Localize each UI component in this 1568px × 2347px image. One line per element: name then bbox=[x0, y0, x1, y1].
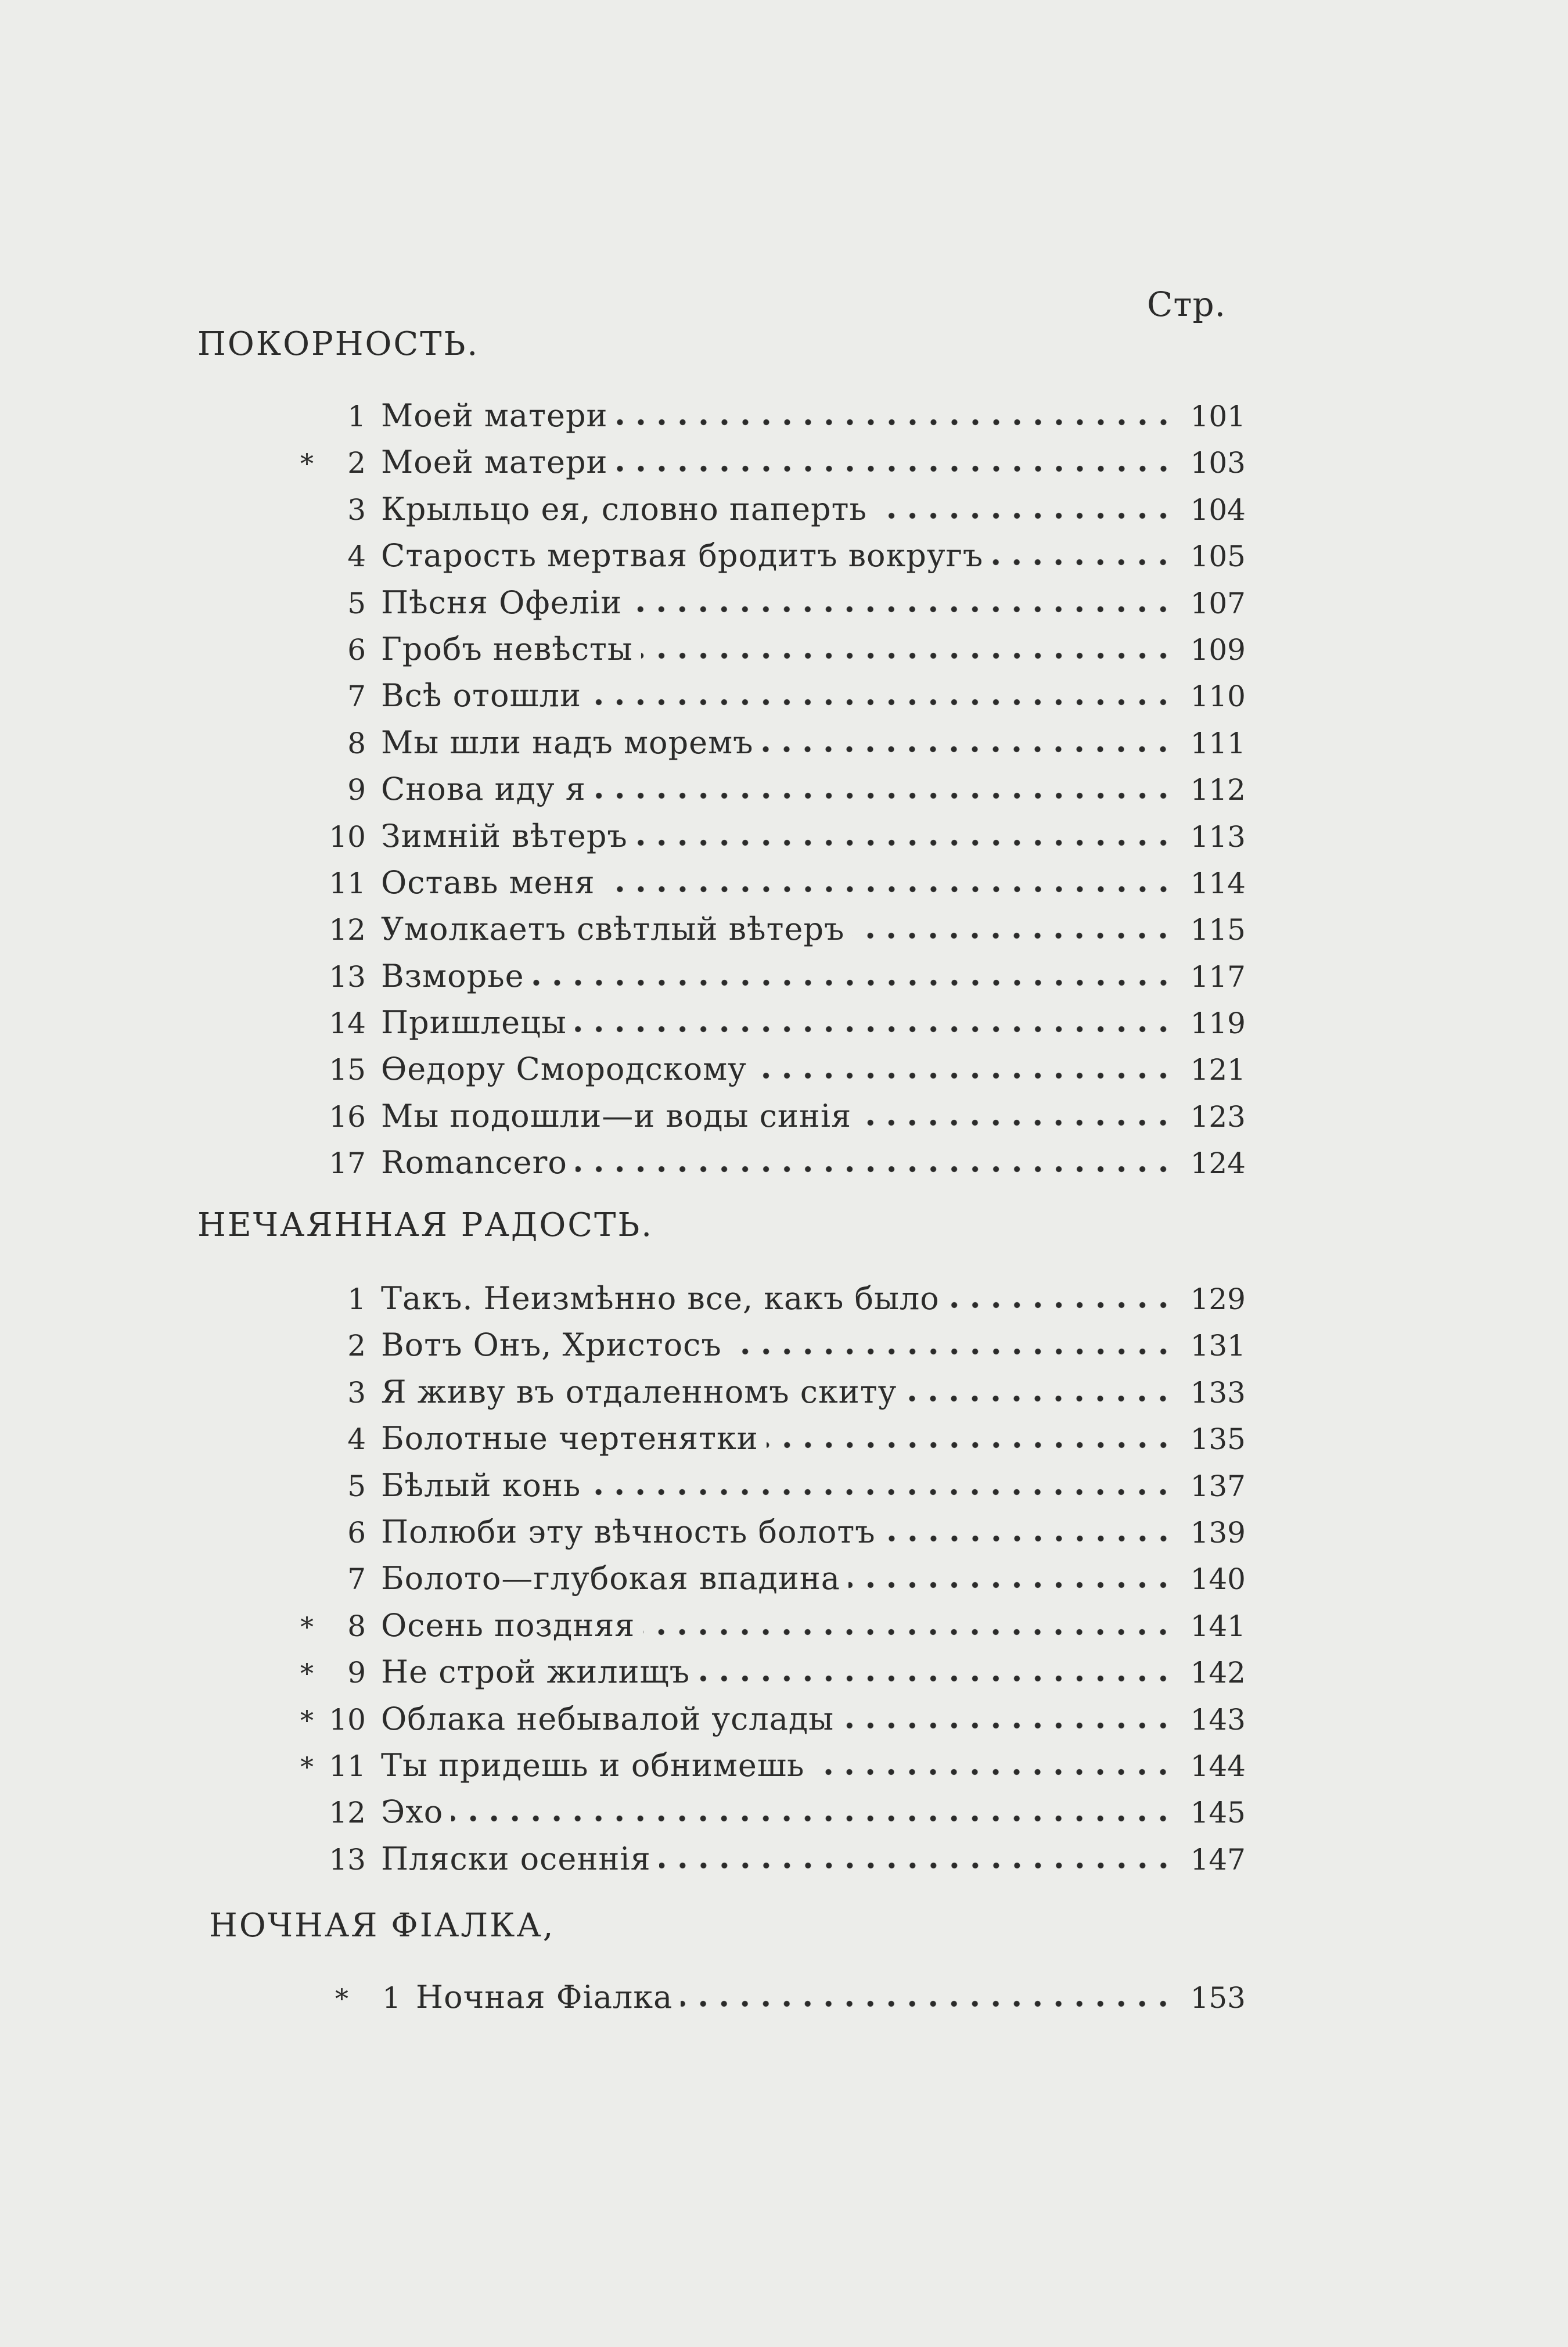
entry-title: Ѳедору Смородскому bbox=[381, 1051, 747, 1088]
dot-leader bbox=[812, 1768, 1174, 1776]
dot-leader bbox=[636, 839, 1174, 847]
entry-title: Пришлецы bbox=[381, 1004, 567, 1041]
entry-title: Оставь меня bbox=[381, 864, 595, 901]
toc-entry bbox=[279, 813, 1246, 860]
entry-page-number: 140 bbox=[1190, 1562, 1246, 1597]
entry-page-number: 104 bbox=[1190, 493, 1246, 527]
entry-page-number: 142 bbox=[1190, 1656, 1246, 1690]
entry-title: Снова иду я bbox=[381, 771, 586, 808]
entry-title: Не строй жилищъ bbox=[381, 1654, 691, 1691]
toc-entry bbox=[279, 1649, 1246, 1695]
entry-number: 4 bbox=[347, 1422, 366, 1457]
toc-entry bbox=[279, 1462, 1246, 1509]
asterisk-mark: * bbox=[300, 1751, 314, 1782]
entry-number: 6 bbox=[347, 1515, 366, 1550]
entry-number: 1 bbox=[382, 1981, 401, 2015]
section-heading: НЕЧАЯННАЯ РАДОСТЬ. bbox=[197, 1206, 654, 1244]
entry-number: 17 bbox=[329, 1146, 366, 1181]
dot-leader bbox=[616, 418, 1174, 426]
entry-page-number: 117 bbox=[1190, 959, 1246, 994]
dot-leader bbox=[875, 512, 1174, 520]
dot-leader bbox=[589, 698, 1174, 706]
dot-leader bbox=[948, 1301, 1174, 1309]
entry-number: 14 bbox=[329, 1007, 366, 1041]
section-heading: НОЧНАЯ ФІАЛКА, bbox=[209, 1907, 555, 1945]
dot-leader bbox=[630, 605, 1174, 613]
dot-leader bbox=[643, 1628, 1174, 1636]
toc-entry bbox=[279, 1742, 1246, 1789]
toc-entry bbox=[279, 486, 1246, 533]
entry-title: Мы шли надъ моремъ bbox=[381, 724, 754, 761]
entry-page-number: 124 bbox=[1190, 1146, 1246, 1181]
dot-leader bbox=[533, 979, 1174, 987]
entry-number: 9 bbox=[347, 1656, 366, 1690]
asterisk-mark: * bbox=[300, 1704, 314, 1736]
entry-title: Пѣсня Офеліи bbox=[381, 584, 623, 621]
entry-number: 5 bbox=[347, 1469, 366, 1503]
entry-page-number: 111 bbox=[1190, 726, 1246, 760]
toc-entry bbox=[279, 1789, 1246, 1835]
entry-page-number: 143 bbox=[1190, 1702, 1246, 1737]
entry-page-number: 105 bbox=[1190, 540, 1246, 574]
dot-leader bbox=[594, 792, 1174, 800]
entry-page-number: 101 bbox=[1190, 400, 1246, 433]
toc-entry bbox=[279, 533, 1246, 579]
toc-entry bbox=[279, 906, 1246, 953]
entry-title: Ночная Фіалка bbox=[416, 1979, 673, 2015]
entry-number: 4 bbox=[347, 540, 366, 574]
dot-leader bbox=[641, 652, 1174, 660]
dot-leader bbox=[991, 558, 1174, 566]
entry-page-number: 110 bbox=[1190, 680, 1246, 714]
asterisk-mark: * bbox=[300, 448, 314, 480]
toc-entry bbox=[279, 1093, 1246, 1140]
entry-number: 9 bbox=[347, 773, 366, 807]
entry-number: 3 bbox=[347, 1375, 366, 1410]
entry-number: 10 bbox=[329, 1702, 366, 1737]
entry-number: 5 bbox=[347, 586, 366, 620]
toc-entry bbox=[279, 1369, 1246, 1415]
entry-page-number: 147 bbox=[1190, 1842, 1246, 1877]
entry-title: Моей матери bbox=[381, 444, 608, 481]
entry-number: 15 bbox=[329, 1053, 366, 1087]
entry-page-number: 119 bbox=[1190, 1007, 1246, 1041]
entry-page-number: 133 bbox=[1190, 1375, 1246, 1410]
toc-entry bbox=[279, 1322, 1246, 1368]
entry-number: 6 bbox=[347, 632, 366, 667]
toc-entry bbox=[279, 953, 1246, 1000]
dot-leader bbox=[603, 885, 1174, 893]
entry-page-number: 153 bbox=[1190, 1981, 1246, 2015]
entry-number: 12 bbox=[329, 913, 366, 947]
entry-page-number: 103 bbox=[1190, 446, 1246, 480]
dot-leader bbox=[884, 1534, 1174, 1543]
entry-title: Взморье bbox=[381, 957, 524, 994]
entry-title: Бѣлый конь bbox=[381, 1467, 581, 1504]
asterisk-mark: * bbox=[335, 1983, 348, 2014]
toc-entry bbox=[279, 1555, 1246, 1602]
entry-page-number: 141 bbox=[1190, 1609, 1246, 1643]
entry-page-number: 145 bbox=[1190, 1796, 1246, 1830]
section-heading: ПОКОРНОСТЬ. bbox=[197, 325, 480, 363]
toc-list bbox=[279, 1275, 1246, 1882]
entry-title: Облака небывалой услады bbox=[381, 1700, 835, 1737]
dot-leader bbox=[575, 1025, 1174, 1033]
toc-entry bbox=[279, 580, 1246, 626]
entry-page-number: 114 bbox=[1190, 866, 1246, 900]
entry-number: 1 bbox=[347, 400, 366, 433]
dot-leader bbox=[905, 1394, 1174, 1403]
entry-number: 8 bbox=[347, 1609, 366, 1643]
dot-leader bbox=[859, 1119, 1174, 1127]
toc-entry bbox=[279, 1140, 1246, 1186]
entry-title: Умолкаетъ свѣтлый вѣтеръ bbox=[381, 911, 845, 948]
entry-page-number: 112 bbox=[1190, 773, 1246, 807]
page-column-label: Стр. bbox=[1147, 285, 1227, 324]
toc-entry bbox=[279, 1046, 1246, 1092]
entry-page-number: 139 bbox=[1190, 1515, 1246, 1550]
entry-number: 13 bbox=[329, 959, 366, 994]
entry-page-number: 135 bbox=[1190, 1422, 1246, 1457]
entry-title: Такъ. Неизмѣнно все, какъ было bbox=[381, 1280, 940, 1317]
toc-list bbox=[314, 1974, 1246, 2021]
toc-entry bbox=[279, 1836, 1246, 1882]
toc-entry bbox=[279, 1509, 1246, 1555]
entry-number: 13 bbox=[329, 1842, 366, 1877]
entry-title: Болото—глубокая впадина bbox=[381, 1560, 840, 1597]
entry-title: Эхо bbox=[381, 1794, 444, 1831]
dot-leader bbox=[576, 1165, 1174, 1173]
toc-entry bbox=[279, 1602, 1246, 1649]
dot-leader bbox=[761, 745, 1174, 753]
toc-entry bbox=[279, 393, 1246, 439]
entry-page-number: 113 bbox=[1190, 820, 1246, 854]
entry-number: 12 bbox=[329, 1796, 366, 1830]
entry-number: 2 bbox=[347, 446, 366, 480]
dot-leader bbox=[451, 1814, 1174, 1823]
toc-entry bbox=[279, 439, 1246, 486]
entry-number: 7 bbox=[347, 680, 366, 714]
dot-leader bbox=[853, 932, 1174, 940]
entry-number: 7 bbox=[347, 1562, 366, 1597]
toc-entry bbox=[279, 1415, 1246, 1462]
toc-entry bbox=[279, 860, 1246, 906]
entry-page-number: 129 bbox=[1190, 1282, 1246, 1316]
dot-leader bbox=[698, 1674, 1174, 1683]
entry-title: Крыльцо ея, словно паперть bbox=[381, 490, 867, 527]
toc-entry bbox=[279, 720, 1246, 766]
entry-title: Ты придешь и обнимешь bbox=[381, 1746, 805, 1784]
dot-leader bbox=[848, 1581, 1174, 1589]
entry-page-number: 131 bbox=[1190, 1329, 1246, 1363]
entry-number: 11 bbox=[329, 1749, 366, 1783]
entry-number: 3 bbox=[347, 493, 366, 527]
asterisk-mark: * bbox=[300, 1658, 314, 1690]
entry-title: Осень поздняя bbox=[381, 1606, 635, 1644]
entry-title: Всѣ отошли bbox=[381, 677, 582, 714]
dot-leader bbox=[681, 2000, 1174, 2008]
entry-title: Вотъ Онъ, Христосъ bbox=[381, 1327, 722, 1364]
entry-title: Пляски осеннія bbox=[381, 1840, 651, 1877]
toc-entry bbox=[279, 1696, 1246, 1742]
toc-entry bbox=[279, 1275, 1246, 1322]
entry-title: Мы подошли—и воды синія bbox=[381, 1097, 852, 1134]
toc-entry bbox=[279, 673, 1246, 719]
entry-page-number: 123 bbox=[1190, 1099, 1246, 1134]
toc-entry bbox=[279, 626, 1246, 673]
entry-page-number: 144 bbox=[1190, 1749, 1246, 1783]
toc-list bbox=[279, 393, 1246, 1187]
entry-number: 1 bbox=[347, 1282, 366, 1316]
dot-leader bbox=[659, 1861, 1174, 1870]
entry-number: 10 bbox=[329, 820, 366, 854]
entry-title: Полюби эту вѣчность болотъ bbox=[381, 1513, 876, 1550]
entry-number: 16 bbox=[329, 1099, 366, 1134]
entry-page-number: 121 bbox=[1190, 1053, 1246, 1087]
asterisk-mark: * bbox=[300, 1611, 314, 1642]
entry-page-number: 137 bbox=[1190, 1469, 1246, 1503]
entry-title: Моей матери bbox=[381, 397, 608, 434]
dot-leader bbox=[755, 1072, 1174, 1080]
entry-title: Болотные чертенятки bbox=[381, 1420, 758, 1457]
entry-page-number: 109 bbox=[1190, 632, 1246, 667]
entry-title: Romancero bbox=[381, 1144, 567, 1181]
entry-page-number: 107 bbox=[1190, 586, 1246, 620]
dot-leader bbox=[767, 1441, 1174, 1449]
toc-entry bbox=[279, 1000, 1246, 1046]
entry-title: Я живу въ отдаленномъ скиту bbox=[381, 1373, 897, 1410]
dot-leader bbox=[730, 1347, 1174, 1356]
toc-entry bbox=[314, 1974, 1246, 2021]
entry-number: 11 bbox=[329, 866, 366, 900]
entry-number: 8 bbox=[347, 726, 366, 760]
entry-title: Зимній вѣтеръ bbox=[381, 817, 628, 854]
dot-leader bbox=[842, 1721, 1174, 1730]
entry-title: Гробъ невѣсты bbox=[381, 630, 633, 667]
dot-leader bbox=[616, 465, 1174, 473]
entry-title: Старость мертвая бродитъ вокругъ bbox=[381, 537, 984, 574]
toc-entry bbox=[279, 766, 1246, 813]
entry-number: 2 bbox=[347, 1329, 366, 1363]
dot-leader bbox=[589, 1488, 1174, 1496]
entry-page-number: 115 bbox=[1190, 913, 1246, 947]
